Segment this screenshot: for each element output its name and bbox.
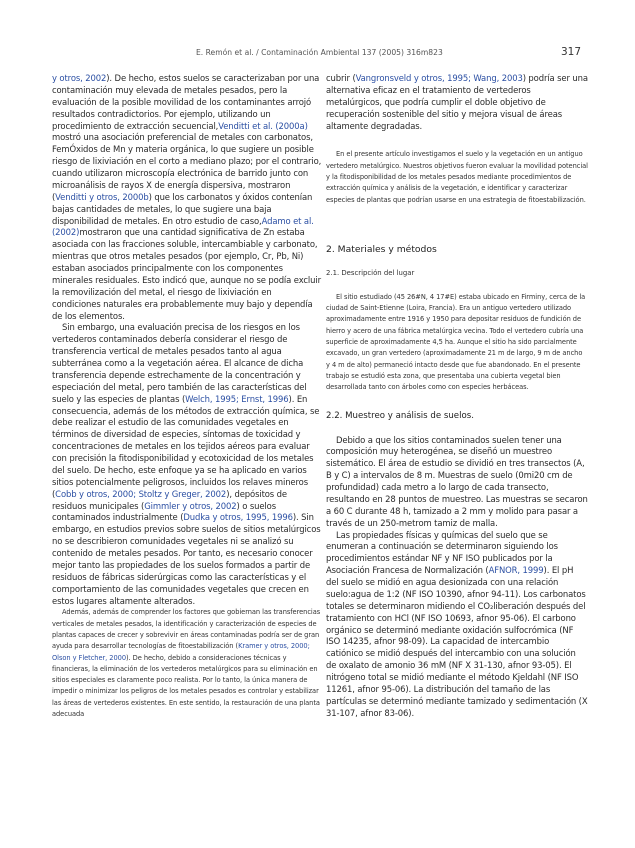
citation-link[interactable]: Welch, 1995; Ernst, 1996 <box>185 393 289 404</box>
citation-link[interactable]: Venditti y otros, 2000b <box>55 191 149 202</box>
paragraph-cover-continued: cubrir (Vangronsveld y otros, 1995; Wang, 2003) podría ser una alternativa eficaz en el tratamiento de vertederos metalúrgicos, que podría cumplir el doble objetivo de recuperación sostenible del sitio y mejora visual de áreas altamente degradadas. <box>326 73 588 131</box>
citation-link[interactable]: Adamo et al. (2002) <box>52 215 314 238</box>
paragraph-objectives: En el presente artículo investigamos el suelo y la vegetación en un antiguo vertedero metalúrgico. Nuestros objetivos fueron evaluar la movilidad potencial y la fitodisponibilidad de los metales pesados mediante procedimientos de extracción química y análisis de la vegetación, e identificar y caracterizar especies de plantas que podrían usarse en una estrategia de fitoestabilización. <box>326 150 588 204</box>
paragraph-soil-properties: Las propiedades físicas y químicas del suelo que se enumeran a continuación se determinaron siguiendo los procedimientos estándar NF y NF ISO publicados por la Asociación Francesa de Normalización (AFNOR, 1999). El pH del suelo se midió en agua desionizada con una relación suelo:agua de 1:2 (NF ISO 10390, afnor 94-11). Los carbonatos totales se determinaron midiendo el CO₂liberación después del tratamiento con HCl (NF ISO 10693, afnor 95-06). El carbono orgánico se determinó mediante oxidación sulfocrómica (NF ISO 14235, afnor 98-09). La capacidad de intercambio catiónico se midió después del intercambio con una solución de oxalato de amonio 36 mM (NF X 31-130, afnor 93-05). El nitrógeno total se midió mediante el método Kjeldahl (NF ISO 11261, afnor 95-06). La distribución del tamaño de las partículas se determinó mediante tamizado y sedimentación (X 31-107, afnor 83-06). <box>326 529 588 718</box>
paragraph-phytostabilization: Además, además de comprender los factores que gobiernan las transferencias verticales de metales pesados, la identificación y caracterización de especies de plantas capaces de crecer y sobrevivir en áreas contaminadas podría ser de gran ayuda para desarrollar tecnologías de fitoestabilización (Kramer y otros, 2000; Olson y Fletcher, 2000). De hecho, debido a consideraciones técnicas y financieras, la eliminación de los vertederos metalúrgicos para su eliminación en sitios especiales es claramente poco realista. Por lo tanto, la única manera de impedir o minimizar los peligros de los metales pesados es controlar y estabilizar las áreas de vertederos existentes. En este sentido, la restauración de una planta adecuada <box>52 608 321 719</box>
citation-link[interactable]: Vangronsveld y otros, 1995; Wang, 2003 <box>355 73 523 83</box>
paragraph-site-description: El sitio estudiado (45 26#N, 4 17#E) estaba ubicado en Firminy, cerca de la ciudad de Saint-Etienne (Loira, Francia). Era un antiguo vertedero utilizado aproximadamente entre 1916 y 1950 para depositar residuos de fundición de hierro y acero de una fábrica metalúrgica vecina. Todo el vertedero cubría una superficie de aproximadamente 4,5 ha. Aunque el sitio ha sido parcialmente excavado, un gran vertedero (aproximadamente 21 m de largo, 9 m de ancho y 4 m de alto) permaneció intacto desde que fue abandonado. En el presente trabajo se estudió esta zona, que presentaba una cubierta vegetal bien desarrollada tanto con árboles como con especies herbáceas. <box>326 292 586 392</box>
page-number: 317 <box>560 46 581 58</box>
citation-link[interactable]: Venditti et al. (2000a) <box>218 120 308 131</box>
left-column <box>52 73 322 720</box>
paragraph-sampling: Debido a que los sitios contaminados suelen tener una composición muy heterogénea, se diseñó un muestreo sistemático. El área de estudio se dividió en tres transectos (A, B y C) a intervalos de 8 m. Muestras de suelo (0mi20 cm de profundidad) cada metro a lo largo de cada transecto, resultando en 28 puntos de muestreo. Las muestras se secaron a 60 C durante 48 h, tamizado a 2 mm y molido para pasar a través de un 250-metrom tamiz de malla. <box>326 434 588 528</box>
citation-link[interactable]: Gimmler y otros, 2002 <box>144 500 237 511</box>
section-title-materials-methods: 2. Materiales y métodos <box>326 243 437 255</box>
running-head: E. Remón et al. / Contaminación Ambiental 137 (2005) 316m823 <box>196 48 443 57</box>
citation-link[interactable]: Dudka y otros, 1995, 1996 <box>183 512 293 523</box>
subsection-title-sampling: 2.2. Muestreo y análisis de suelos. <box>326 410 474 421</box>
subsection-title-site: 2.1. Descripción del lugar <box>326 268 415 277</box>
paragraph-intro-continued: y otros, 2002). De hecho, estos suelos se caracterizaban por una contaminación muy elevada de metales pesados, pero la evaluación de la posible movilidad de los contaminantes arrojó resultados contradictorios. Por ejemplo, utilizando un procedimiento de extracción secuencial,Venditti et al. (2000a) mostró una asociación preferencial de metales con carbonatos, FemÓxidos de Mn y materia orgánica, lo que sugiere un posible riesgo de lixiviación en el corto a mediano plazo; por el contrario, cuando utilizaron microscopía electrónica de barrido junto con microanálisis de rayos X de energía dispersiva, mostraron (Venditti y otros, 2000b) que los carbonatos y óxidos contenían bajas cantidades de metales, lo que sugiere una baja disponibilidad de metales. En otro estudio de caso,Adamo et al. (2002)mostraron que una cantidad significativa de Zn estaba asociada con las fracciones soluble, intercambiable y carbonato, mientras que otros metales pesados (por ejemplo, Cr, Pb, Ni) estaban asociados principalmente con los componentes minerales residuales. Esto indicó que, aunque no se podía excluir la removilización del metal, el riesgo de lixiviación en condiciones naturales era probablemente muy bajo y dependía de los elementos. <box>52 73 322 321</box>
citation-link[interactable]: Kramer y otros, 2000; Olson y Fletcher, 2000 <box>52 642 310 662</box>
citation-link[interactable]: AFNOR, 1999 <box>488 565 544 576</box>
paragraph-risk-assessment: Sin embargo, una evaluación precisa de los riesgos en los vertederos contaminados debería considerar el riesgo de transferencia vertical de metales pesados tanto al agua subterránea como a la vegetación aérea. El alcance de dicha transferencia depende estrechamente de la concentración y especiación del metal, pero también de las características del suelo y las especies de plantas (Welch, 1995; Ernst, 1996). En consecuencia, además de los métodos de extracción química, se debe realizar el estudio de las comunidades vegetales en términos de diversidad de especies, síntomas de toxicidad y concentraciones de metales en los tejidos aéreos para evaluar con precisión la fitodisponibilidad y ecotoxicidad de los metales del suelo. De hecho, este enfoque ya se ha aplicado en varios sitios potencialmente peligrosos, incluidos los relaves mineros (Cobb y otros, 2000; Stoltz y Greger, 2002), depósitos de residuos municipales (Gimmler y otros, 2002) o suelos contaminados industrialmente (Dudka y otros, 1995, 1996). Sin embargo, en estudios previos sobre suelos de sitios metalúrgicos no se describieron comunidades vegetales ni se analizó su contenido de metales pesados. Por tanto, es necesario conocer mejor tanto las propiedades de los suelos formados a partir de residuos de fábricas siderúrgicas como las características y el comportamiento de las comunidades vegetales que crecen en estos lugares altamente alterados. <box>52 322 321 606</box>
citation-link[interactable]: Cobb y otros, 2000; Stoltz y Greger, 2002 <box>55 488 227 499</box>
right-column <box>326 73 588 720</box>
citation-link[interactable]: y otros, 2002 <box>52 73 107 83</box>
